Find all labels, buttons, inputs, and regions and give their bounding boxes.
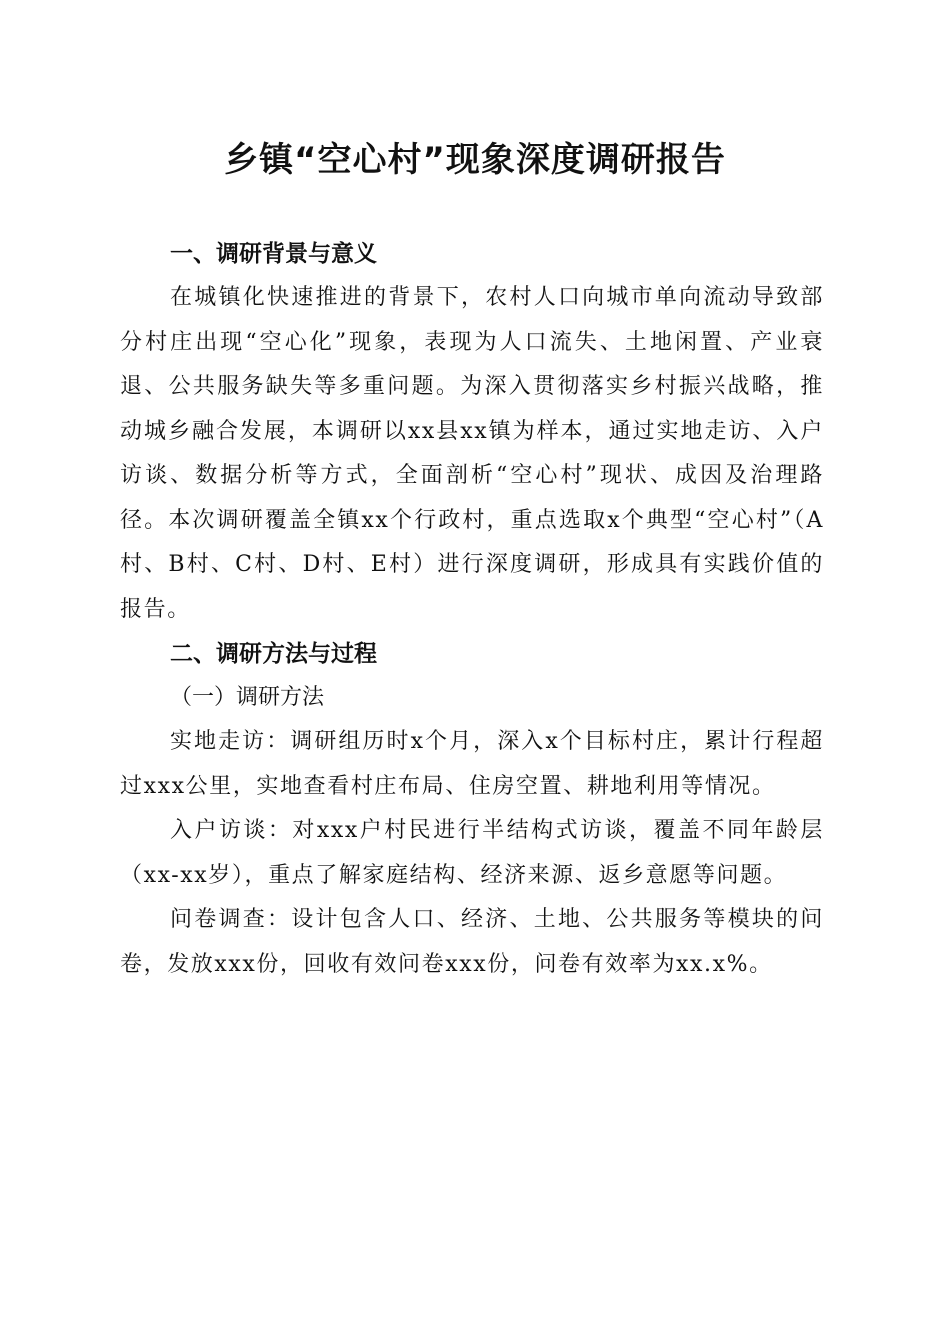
document-body bbox=[120, 232, 824, 987]
paragraph-interview: 入户访谈：对xxx户村民进行半结构式访谈，覆盖不同年龄层（xx-xx岁），重点了解家庭结构、经济来源、返乡意愿等问题。 bbox=[120, 818, 824, 888]
paragraph-background: 在城镇化快速推进的背景下，农村人口向城市单向流动导致部分村庄出现“空心化”现象，表现为人口流失、土地闲置、产业衰退、公共服务缺失等多重问题。为深入贯彻落实乡村振兴战略，推动城乡融合发展，本调研以xx县xx镇为样本，通过实地走访、入户访谈、数据分析等方式，全面剖析“空心村”现状、成因及治理路径。本次调研覆盖全镇xx个行政村，重点选取x个典型“空心村”（A村、B村、C村、D村、E村）进行深度调研，形成具有实践价值的报告。 bbox=[120, 285, 824, 622]
section-heading-background: 一、调研背景与意义 bbox=[170, 241, 377, 267]
paragraph-field-visit: 实地走访：调研组历时x个月，深入x个目标村庄，累计行程超过xxx公里，实地查看村庄布局、住房空置、耕地利用等情况。 bbox=[120, 729, 824, 799]
paragraph-questionnaire: 问卷调查：设计包含人口、经济、土地、公共服务等模块的问卷，发放xxx份，回收有效问卷xxx份，问卷有效率为xx.x%。 bbox=[120, 907, 824, 977]
subsection-heading-methods: （一）调研方法 bbox=[170, 685, 325, 710]
document-title: 乡镇“空心村”现象深度调研报告 bbox=[224, 140, 726, 180]
section-heading-methods: 二、调研方法与过程 bbox=[170, 641, 377, 667]
